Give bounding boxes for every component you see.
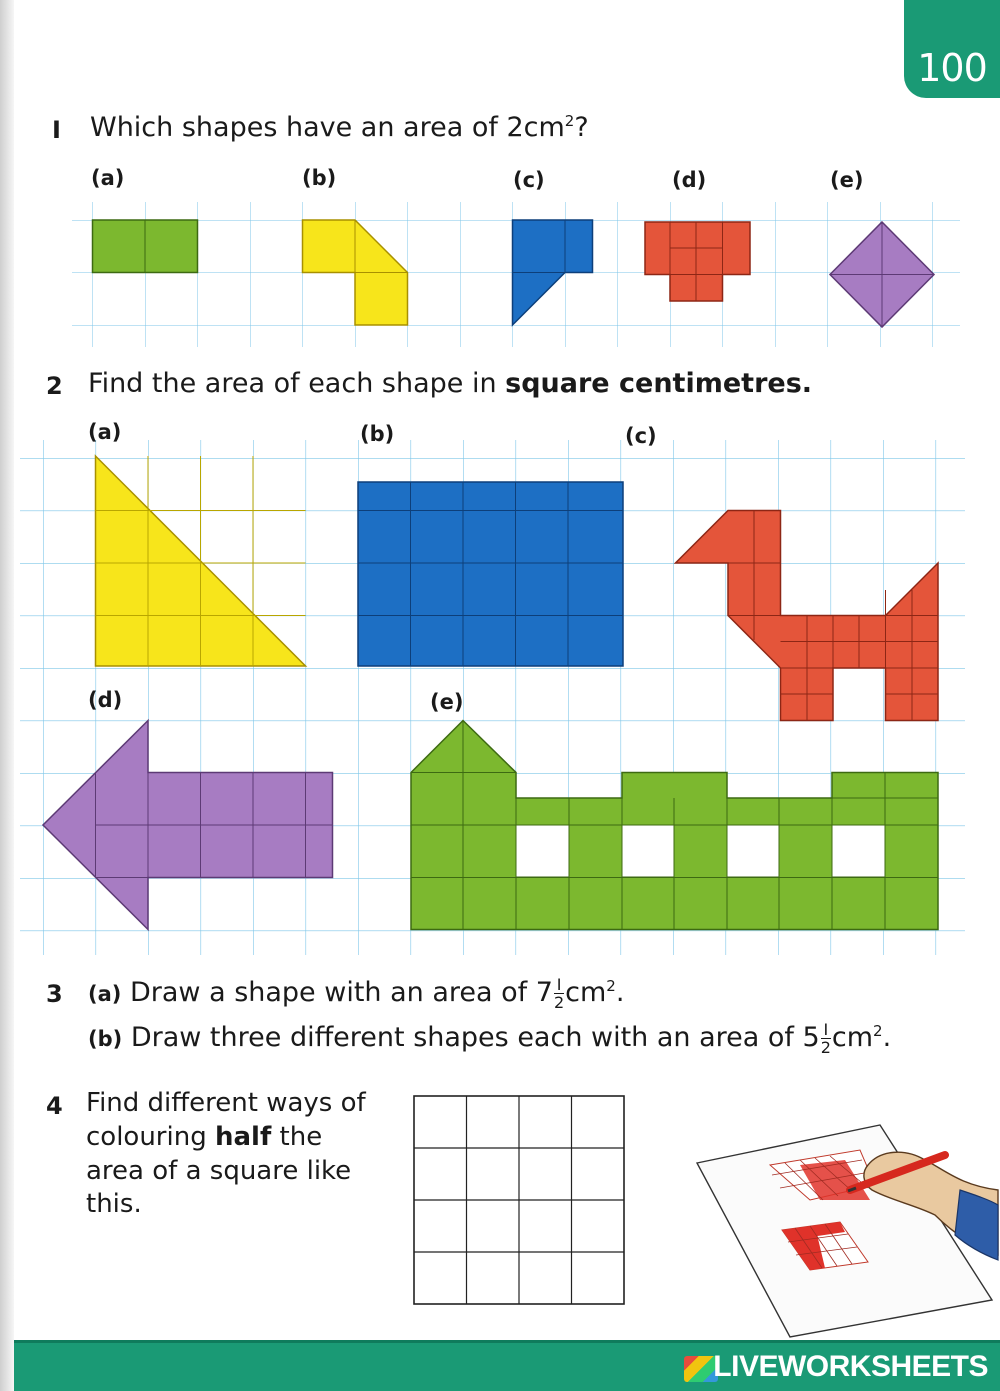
q4-square-grid [414,1096,624,1304]
q2-label-d: (d) [88,688,123,712]
question-3b-text: Draw three different shapes each with an area of 5 [130,1022,820,1053]
question-3b-label: (b) [88,1027,123,1051]
question-2-text [88,368,812,399]
q1-label-e: (e) [830,168,864,192]
question-3a-frac-den: 2 [553,993,565,1012]
question-3b-end: . [882,1022,892,1053]
question-4-line-1: Find different ways of [86,1088,366,1118]
question-2-number: 2 [46,372,63,400]
page-number: 100 [917,46,987,90]
question-4-line-2-end: the [271,1122,323,1152]
q1-label-d: (d) [672,168,707,192]
q1-label-c: (c) [513,168,545,192]
q2-shape-b-rectangle [358,482,623,666]
q2-label-b: (b) [360,422,395,446]
q1-label-a: (a) [91,166,125,190]
question-3b-fraction [821,1021,831,1056]
question-2-text-main: Find the area of each shape in [88,368,506,399]
question-3a-unit: cm [565,977,607,1008]
hand-drawing-illustration [697,1125,998,1337]
question-3b-frac-num: I [821,1021,831,1039]
question-3a-fraction [554,976,564,1011]
question-3a-end: . [615,977,625,1008]
question-2-text-bold: square centimetres. [505,368,813,399]
q1-shape-a [93,220,198,273]
question-3a-label: (a) [88,982,122,1006]
q2-label-a: (a) [88,420,122,444]
question-3b-frac-den: 2 [820,1038,831,1057]
q2-label-e: (e) [430,690,464,714]
question-3b-unit: cm [831,1022,874,1053]
question-1-text-main: Which shapes have an area of 2cm [90,112,565,143]
question-4-number: 4 [46,1092,63,1120]
question-3a-frac-num: I [554,976,564,994]
question-3b-line [88,1021,891,1056]
question-4-line-4: this. [86,1189,142,1219]
question-3a-text: Draw a shape with an area of 7 [129,977,553,1008]
question-4-line-2-start: colouring [86,1122,215,1152]
liveworksheets-brand[interactable]: LIVEWORKSHEETS [713,1350,988,1383]
question-3-number: 3 [46,980,63,1008]
q1-label-b: (b) [302,166,337,190]
question-3b-sup: 2 [873,1022,883,1040]
question-3a-line [88,976,624,1011]
q2-label-c: (c) [625,424,657,448]
question-1-question-mark: ? [574,112,589,143]
question-1-number: I [52,116,61,144]
question-3a-sup: 2 [606,977,616,995]
question-4-line-3: area of a square like [86,1156,352,1186]
question-4-line-2 [86,1122,322,1152]
question-4-line-2-bold: half [214,1122,272,1152]
question-1-superscript: 2 [564,112,575,130]
